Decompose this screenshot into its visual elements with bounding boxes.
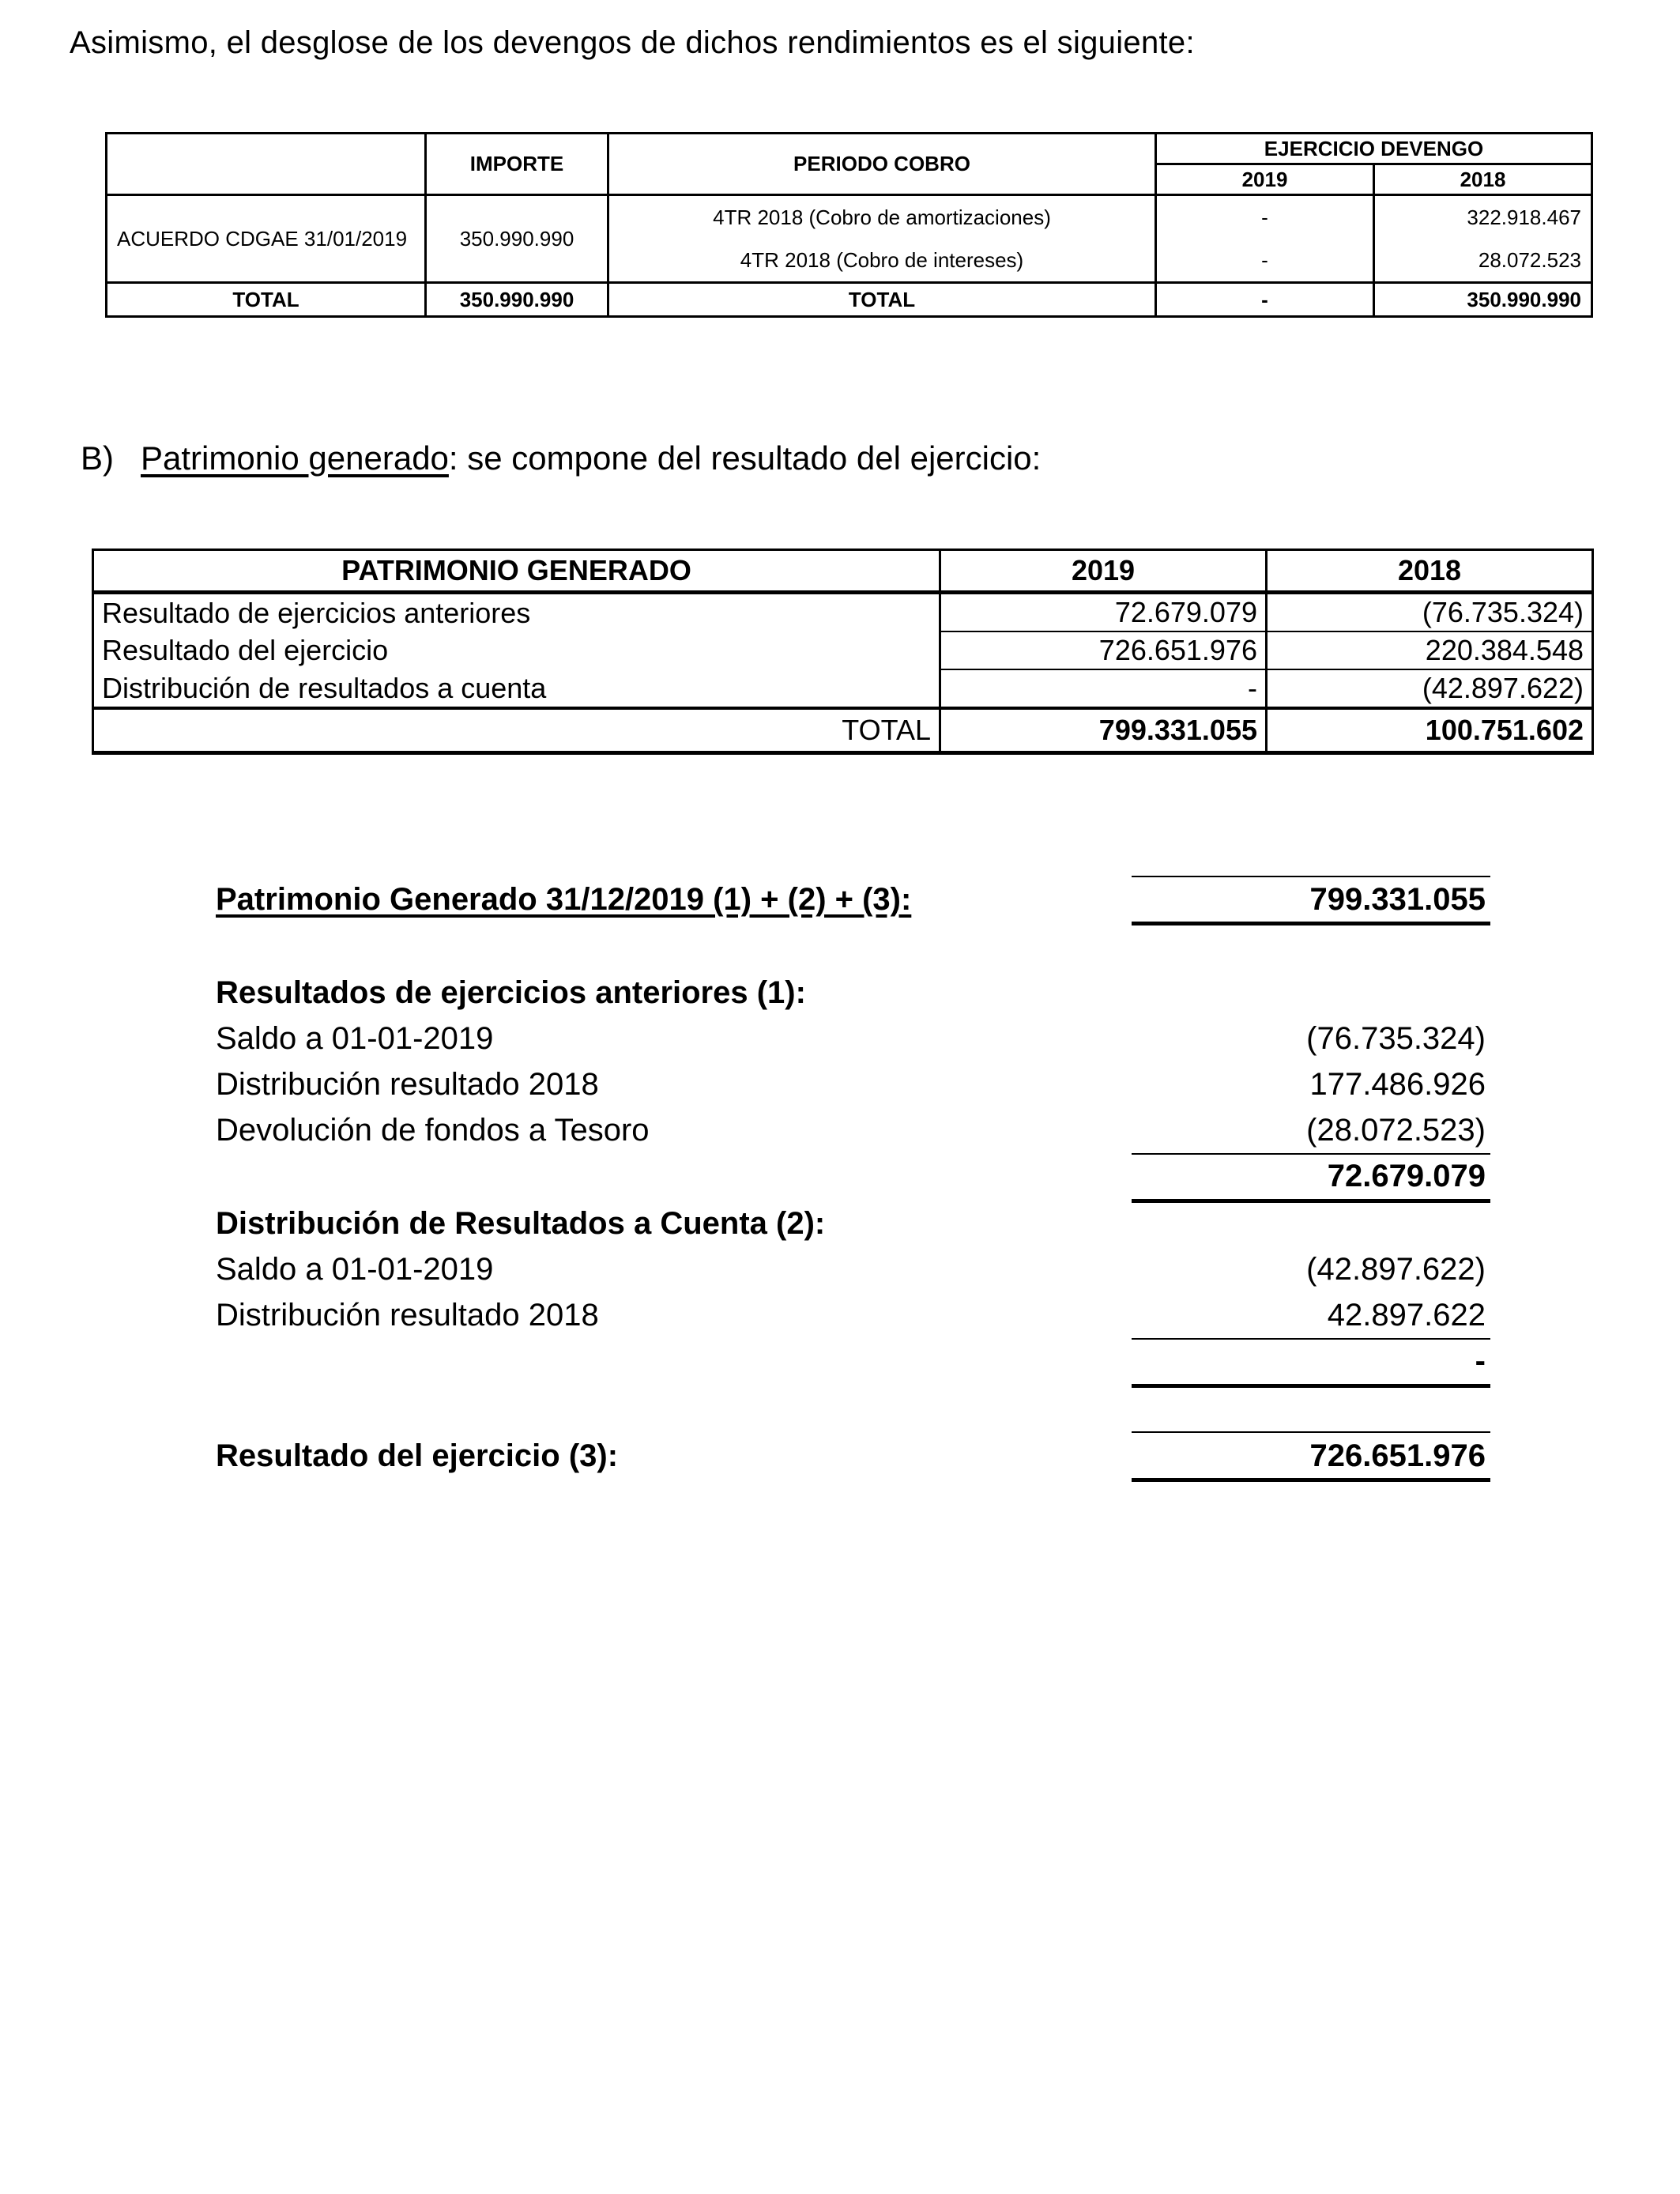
section-letter: B) <box>81 439 114 477</box>
total-label: TOTAL <box>107 283 426 317</box>
row-2019: - <box>940 669 1267 708</box>
row-2019: 726.651.976 <box>940 631 1267 669</box>
drc-item-label: Saldo a 01-01-2019 <box>216 1252 494 1287</box>
rule-line <box>1132 1431 1490 1433</box>
rea-total: 72.679.079 <box>1327 1159 1486 1193</box>
intro-paragraph: Asimismo, el desglose de los devengos de dichos rendimientos es el siguiente: <box>70 25 1195 60</box>
row-2018: (76.735.324) <box>1267 593 1593 632</box>
total-periodo: TOTAL <box>608 283 1156 317</box>
rule-line <box>1132 922 1490 925</box>
header-ejercicio-devengo: EJERCICIO DEVENGO <box>1156 134 1592 164</box>
patrimonio-generado-value: 799.331.055 <box>1309 882 1486 917</box>
devengos-table <box>105 132 1593 318</box>
rea-item-label: Distribución resultado 2018 <box>216 1067 599 1102</box>
total-row <box>107 283 1592 317</box>
table-row <box>107 195 1592 283</box>
header-blank-cell <box>107 134 426 195</box>
rea-item-label: Saldo a 01-01-2019 <box>216 1021 494 1056</box>
row-2018: (42.897.622) <box>1267 669 1593 708</box>
rule-line <box>1132 1338 1490 1340</box>
rule-line <box>1132 1153 1490 1155</box>
section-b-heading <box>81 439 1041 477</box>
rea-item-value: (28.072.523) <box>1306 1113 1486 1148</box>
section-title: Patrimonio generado <box>141 439 449 477</box>
header-2019: 2019 <box>940 550 1267 593</box>
drc-item-label: Distribución resultado 2018 <box>216 1298 599 1333</box>
drc-title: Distribución de Resultados a Cuenta (2): <box>216 1206 826 1241</box>
row-label: Resultado del ejercicio <box>93 631 940 669</box>
row-2018: 220.384.548 <box>1267 631 1593 669</box>
rule-line <box>1132 1478 1490 1482</box>
section-description: : se compone del resultado del ejercicio: <box>448 439 1042 477</box>
total-2018: 350.990.990 <box>1374 283 1592 317</box>
total-2018: 100.751.602 <box>1267 708 1593 753</box>
header-2019: 2019 <box>1156 164 1374 195</box>
table-row <box>93 669 1593 708</box>
rea-title: Resultados de ejercicios anteriores (1): <box>216 975 806 1010</box>
drc-total: - <box>1475 1344 1486 1378</box>
devengo-2019-intereses: - <box>1261 247 1268 272</box>
rea-item-value: 177.486.926 <box>1309 1067 1486 1102</box>
row-label: Distribución de resultados a cuenta <box>93 669 940 708</box>
rea-item-value: (76.735.324) <box>1306 1021 1486 1056</box>
patrimonio-generado-label: Patrimonio Generado 31/12/2019 (1) + (2) + (3): <box>216 882 912 917</box>
row-label: ACUERDO CDGAE 31/01/2019 <box>107 195 426 283</box>
periodo-amortizaciones: 4TR 2018 (Cobro de amortizaciones) <box>713 205 1051 229</box>
total-row <box>93 708 1593 753</box>
drc-item-value: 42.897.622 <box>1327 1298 1486 1333</box>
total-importe: 350.990.990 <box>426 283 608 317</box>
total-label: TOTAL <box>93 708 940 753</box>
header-2018: 2018 <box>1374 164 1592 195</box>
rule-line <box>1132 1384 1490 1388</box>
header-2018: 2018 <box>1267 550 1593 593</box>
rule-line <box>1132 1199 1490 1203</box>
resultado-ejercicio-label: Resultado del ejercicio (3): <box>216 1438 619 1473</box>
header-patrimonio: PATRIMONIO GENERADO <box>93 550 940 593</box>
devengo-2018-intereses: 28.072.523 <box>1478 247 1581 272</box>
total-2019: 799.331.055 <box>940 708 1267 753</box>
row-importe: 350.990.990 <box>426 195 608 283</box>
devengo-2018-amortizaciones: 322.918.467 <box>1467 205 1581 229</box>
table-row <box>93 593 1593 632</box>
header-periodo-cobro: PERIODO COBRO <box>608 134 1156 195</box>
table-row <box>93 631 1593 669</box>
periodo-intereses: 4TR 2018 (Cobro de intereses) <box>740 247 1024 272</box>
rea-item-label: Devolución de fondos a Tesoro <box>216 1113 650 1148</box>
row-label: Resultado de ejercicios anteriores <box>93 593 940 632</box>
drc-item-value: (42.897.622) <box>1306 1252 1486 1287</box>
header-importe: IMPORTE <box>426 134 608 195</box>
row-2019: 72.679.079 <box>940 593 1267 632</box>
rule-line <box>1132 876 1490 877</box>
patrimonio-table <box>92 548 1594 755</box>
devengo-2019-amortizaciones: - <box>1261 205 1268 229</box>
total-2019: - <box>1156 283 1374 317</box>
resultado-ejercicio-value: 726.651.976 <box>1309 1438 1486 1473</box>
